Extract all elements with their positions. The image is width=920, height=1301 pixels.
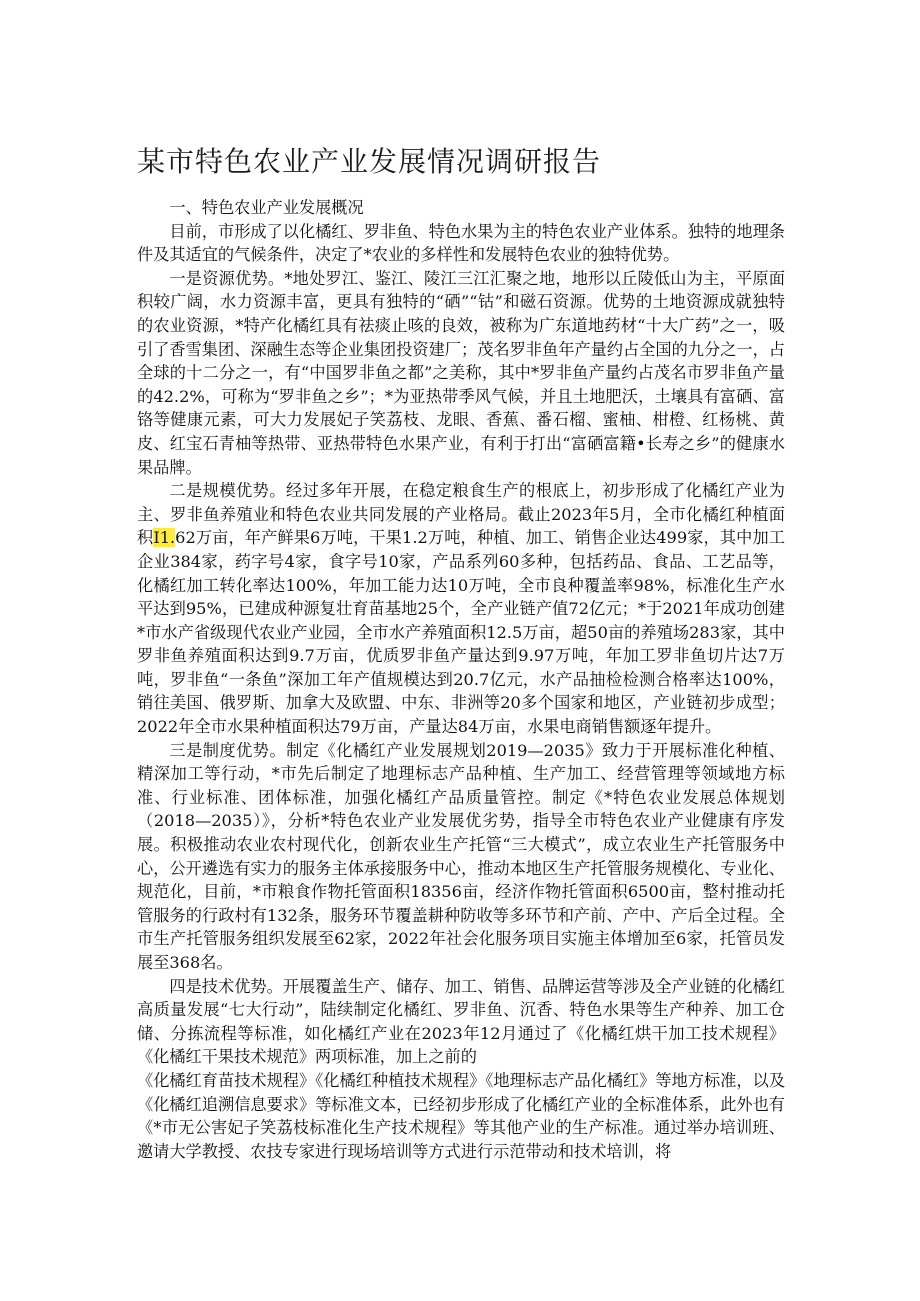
paragraph-tech-advantage: 四是技术优势。开展覆盖生产、储存、加工、销售、品牌运营等涉及全产业链的化橘红高质量发展“七大行动”，陆续制定化橘红、罗非鱼、沉香、特色水果等生产种养、加工仓储、分拣流程等标准，如化橘红产业在2023年12月通过了《化橘红烘干加工技术规程》《化橘红干果技术规范》两项标准，加上之前的 [137, 976, 785, 1067]
paragraph-scale-advantage [137, 479, 785, 739]
highlighted-text: I1. [153, 528, 176, 548]
section-heading: 一、特色农业产业发展概况 [169, 198, 364, 217]
paragraph-tech-continued: 《化橘红育苗技术规程》《化橘红种植技术规程》《地理标志产品化橘红》等地方标准，以及《化橘红追溯信息要求》等标准文本，已经初步形成了化橘红产业的全标准体系，此外也有《*市无公害妃子笑荔枝标准化生产技术规程》等其他产业的生产标准。通过举办培训班、邀请大学教授、农技专家进行现场培训等方式进行示范带动和技术培训，将 [137, 1070, 785, 1161]
paragraph-system-advantage: 三是制度优势。制定《化橘红产业发展规划2019—2035》致力于开展标准化种植、精深加工等行动，*市先后制定了地理标志产品种植、生产加工、经营管理等领域地方标准、行业标准、团体标准，加强化橘红产品质量管控。制定《*特色农业发展总体规划（2018—2035）》，分析*特色农业产业发展优劣势，指导全市特色农业产业健康有序发展。积极推动农业农村现代化，创新农业生产托管“三大模式”，成立农业生产托管服务中心，公开遴选有实力的服务主体承接服务中心，推动本地区生产托管服务规模化、专业化、规范化，目前，*市粮食作物托管面积18356亩，经济作物托管面积6500亩，整村推动托管服务的行政村有132条，服务环节覆盖耕种防收等多环节和产前、产中、产后全过程。全市生产托管服务组织发展至62家，2022年社会化服务项目实施主体增加至6家，托管员发展至368名。 [137, 740, 785, 972]
paragraph-intro: 目前，市形成了以化橘红、罗非鱼、特色水果为主的特色农业产业体系。独特的地理条件及其适宜的气候条件，决定了*农业的多样性和发展特色农业的独特优势。 [137, 221, 785, 265]
page-title: 某市特色农业产业发展情况调研报告 [137, 145, 602, 178]
scale-text-end: 62万亩，年产鲜果6万吨，干果1.2万吨，种植、加工、销售企业达499家，其中加工企业384家，药字号4家，食字号10家，产品系列60多种，包括药品、食品、工艺品等，化橘红加工转化率达100%，年加工能力达10万吨，全市良种覆盖率98%，标准化生产水平达到95%，已建成种源复壮育苗基地25个，全产业链产值72亿元；*于2021年成功创建*市水产省级现代农业产业园，全市水产养殖面积12.5万亩，超50亩的养殖场283家，其中罗非鱼养殖面积达到9.7万亩，优质罗非鱼产量达到9.97万吨，年加工罗非鱼切片达7万吨，罗非鱼“一条鱼”深加工年产值规模达到20.7亿元，水产品抽检检测合格率达100%，销往美国、俄罗斯、加拿大及欧盟、中东、非洲等20多个国家和地区，产业链初步成型；2022年全市水果种植面积达79万亩，产量达84万亩，水果电商销售额逐年提升。 [137, 528, 785, 737]
scale-text-start: 二是规模优势。经过多年开展，在稳定粮食生产的根底上，初步形成了化橘红产业为主、罗非鱼养殖业和特色农业共同发展的产业格局。截止2023年5月，全市化橘红种植面积 [137, 481, 785, 548]
paragraph-resource-advantage: 一是资源优势。*地处罗江、鉴江、陵江三江汇聚之地，地形以丘陵低山为主，平原面积较广阔，水力资源丰富，更具有独特的“硒”“钴”和磁石资源。优势的土地资源成就独特的农业资源，*特产化橘红具有祛痰止咳的良效，被称为广东道地药材“十大广药”之一，吸引了香雪集团、深融生态等企业集团投资建厂；茂名罗非鱼年产量约占全国的九分之一，占全球的十二分之一，有“中国罗非鱼之都”之美称，其中*罗非鱼产量约占茂名市罗非鱼产量的42.2%，可称为“罗非鱼之乡”；*为亚热带季风气候，并且土地肥沃，土壤具有富硒、富铬等健康元素，可大力发展妃子笑荔枝、龙眼、香蕉、番石榴、蜜柚、柑橙、红杨桃、黄皮、红宝石青柚等热带、亚热带特色水果产业，有利于打出“富硒富籍•长寿之乡”的健康水果品牌。 [137, 268, 785, 477]
document-body [137, 196, 785, 1163]
